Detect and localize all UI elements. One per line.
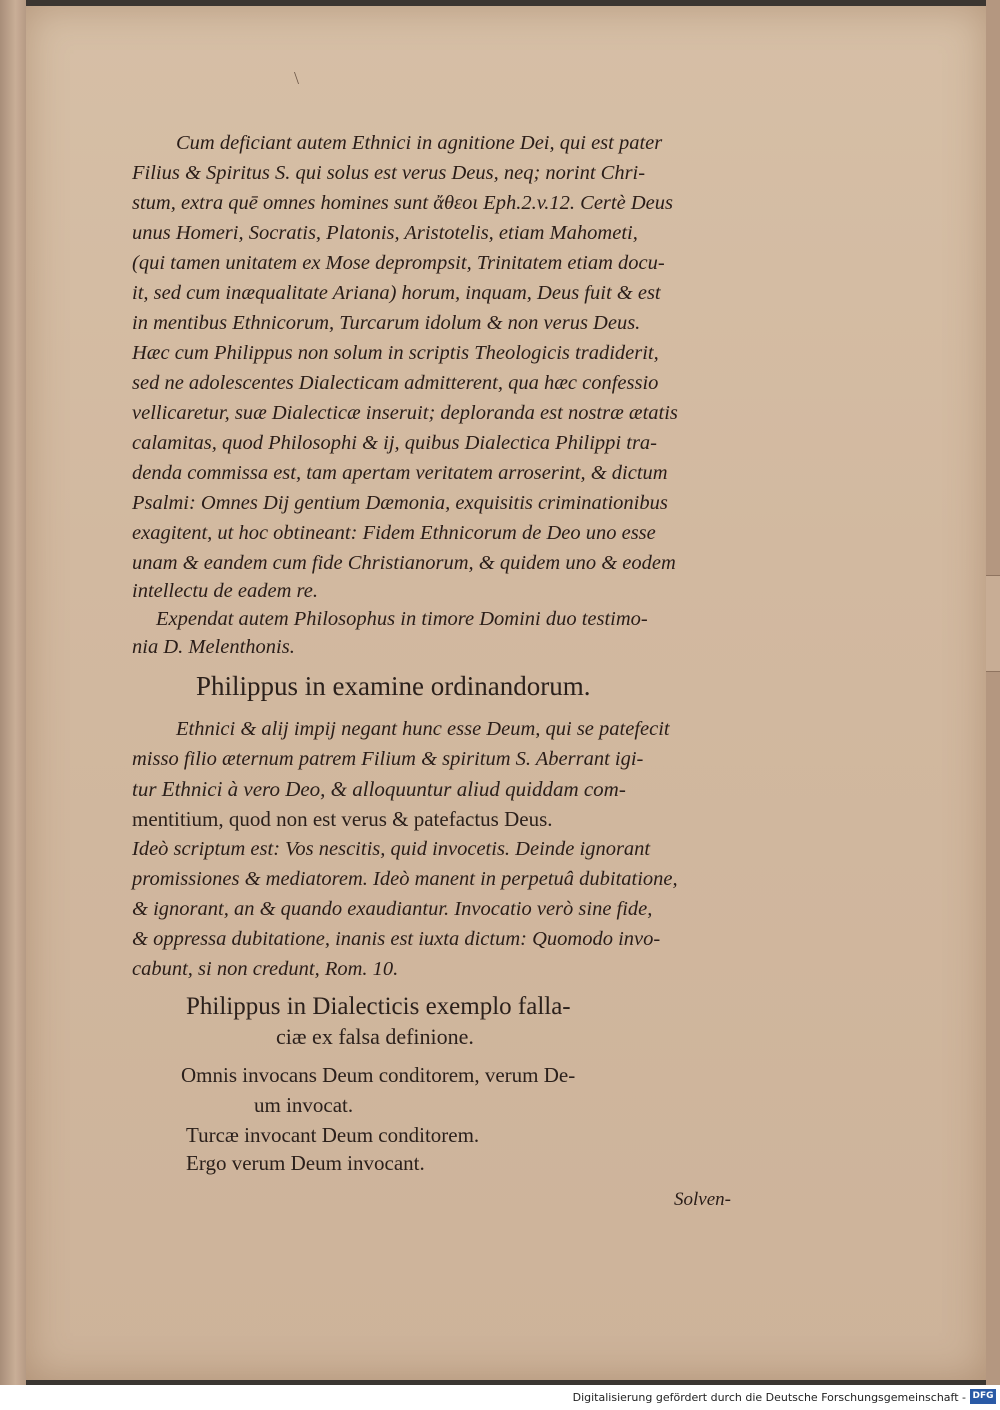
- text-line: & oppressa dubitatione, inanis est iuxta dictum: Quomodo invo-: [132, 928, 661, 950]
- text-line: & ignorant, an & quando exaudiantur. Invocatio verò sine fide,: [132, 898, 653, 920]
- text-line: unus Homeri, Socratis, Platonis, Aristotelis, etiam Mahometi,: [132, 222, 638, 244]
- text-line: sed ne adolescentes Dialecticam admitterent, qua hæc confessio: [132, 372, 659, 394]
- text-line: Expendat autem Philosophus in timore Domini duo testimo-: [156, 608, 648, 630]
- section-heading: Philippus in Dialecticis exemplo falla-: [186, 993, 571, 1020]
- text-line: intellectu de eadem re.: [132, 580, 318, 602]
- catchword: Solven-: [674, 1189, 731, 1210]
- text-line: unam & eandem cum fide Christianorum, & quidem uno & eodem: [132, 552, 676, 574]
- text-line: exagitent, ut hoc obtineant: Fidem Ethnicorum de Deo uno esse: [132, 522, 656, 544]
- dfg-logo: DFG: [970, 1389, 996, 1404]
- syllogism-line: Turcæ invocant Deum conditorem.: [186, 1123, 480, 1147]
- text-line: (qui tamen unitatem ex Mose deprompsit, Trinitatem etiam docu-: [132, 252, 665, 274]
- text-line: Hæc cum Philippus non solum in scriptis Theologicis tradiderit,: [132, 342, 659, 364]
- text-line: Filius & Spiritus S. qui solus est verus Deus, neq; norint Chri-: [132, 162, 646, 184]
- page-right-edge: [986, 0, 1000, 1385]
- text-line: in mentibus Ethnicorum, Turcarum idolum & non verus Deus.: [132, 312, 641, 334]
- text-line: cabunt, si non credunt, Rom. 10.: [132, 958, 399, 980]
- text-line: mentitium, quod non est verus & patefactus Deus.: [132, 807, 553, 831]
- text-line: calamitas, quod Philosophi & ij, quibus Dialectica Philippi tra-: [132, 432, 658, 454]
- text-line: nia D. Melenthonis.: [132, 636, 295, 658]
- footer-bar: [0, 1385, 1000, 1410]
- book-page: [26, 6, 986, 1380]
- text-line: misso filio æternum patrem Filium & spiritum S. Aberrant igi-: [132, 748, 644, 770]
- top-mark: \: [294, 68, 300, 88]
- text-line: Cum deficiant autem Ethnici in agnitione Dei, qui est pater: [176, 132, 663, 154]
- text-line: Ideò scriptum est: Vos nescitis, quid invocetis. Deinde ignorant: [132, 838, 651, 860]
- syllogism-line: um invocat.: [254, 1093, 354, 1117]
- section-heading: Philippus in examine ordinandorum.: [196, 671, 591, 701]
- text-line: Ethnici & alij impij negant hunc esse Deum, qui se patefecit: [176, 718, 670, 740]
- text-line: promissiones & mediatorem. Ideò manent in perpetuâ dubitatione,: [132, 868, 678, 890]
- funding-credit: Digitalisierung gefördert durch die Deutsche Forschungsgemeinschaft -: [572, 1391, 966, 1404]
- syllogism-line: Ergo verum Deum invocant.: [186, 1151, 425, 1175]
- text-line: tur Ethnici à vero Deo, & alloquuntur aliud quiddam com-: [132, 777, 626, 801]
- syllogism-line: Omnis invocans Deum conditorem, verum De-: [181, 1063, 576, 1087]
- section-heading-continuation: ciæ ex falsa definione.: [276, 1024, 474, 1049]
- text-line: denda commissa est, tam apertam veritatem arroserint, & dictum: [132, 462, 668, 484]
- book-binding-edge: [0, 0, 26, 1385]
- text-line: stum, extra quē omnes homines sunt ἄθεοι Eph.2.v.12. Certè Deus: [132, 192, 673, 214]
- text-line: it, sed cum inæqualitate Ariana) horum, inquam, Deus fuit & est: [132, 282, 661, 304]
- text-line: vellicaretur, suæ Dialecticæ inseruit; deploranda est nostræ ætatis: [132, 402, 678, 424]
- text-line: Psalmi: Omnes Dij gentium Dæmonia, exquisitis criminationibus: [132, 492, 668, 514]
